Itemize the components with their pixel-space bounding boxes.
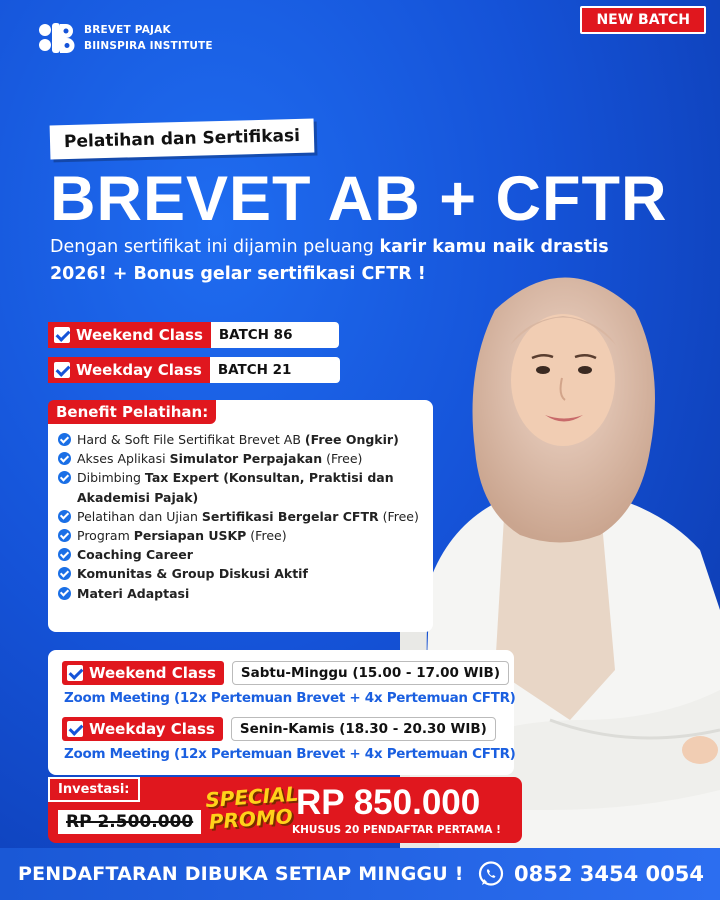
- benefit-text: Hard & Soft File Sertifikat Brevet AB: [77, 432, 305, 447]
- check-icon: [58, 452, 71, 465]
- schedule-time: Sabtu-Minggu (15.00 - 17.00 WIB): [232, 661, 509, 685]
- check-icon: [54, 362, 70, 378]
- brand-name: BREVET PAJAK: [84, 24, 171, 36]
- class-label: Weekday Class: [76, 361, 202, 379]
- new-batch-badge: NEW BATCH: [580, 6, 706, 34]
- benefit-highlight: Sertifikasi Bergelar CFTR: [201, 508, 379, 524]
- schedule-time: Senin-Kamis (18.30 - 20.30 WIB): [231, 717, 496, 741]
- list-item: [58, 526, 430, 545]
- class-batch: BATCH 21: [210, 357, 340, 383]
- brand-logo: [36, 20, 213, 56]
- subtitle-highlight: karir kamu naik drastis 2026!: [50, 237, 609, 284]
- list-item: [58, 545, 430, 564]
- list-item: [58, 584, 430, 603]
- list-item: [58, 430, 430, 449]
- check-icon: [58, 567, 71, 580]
- benefit-text: Pelatihan dan Ujian: [77, 508, 202, 524]
- check-icon: [58, 529, 71, 542]
- benefit-text: Akses Aplikasi: [77, 451, 170, 467]
- benefit-highlight: Coaching Career: [77, 547, 193, 563]
- class-pill-weekend: [48, 322, 339, 348]
- check-icon: [58, 548, 71, 561]
- list-item: [58, 564, 430, 583]
- benefit-suffix: (Free): [322, 451, 363, 467]
- whatsapp-contact[interactable]: [478, 861, 704, 887]
- benefit-highlight: Komunitas & Group Diskusi Aktif: [77, 566, 308, 582]
- check-icon: [58, 587, 71, 600]
- invest-label: Investasi:: [48, 777, 140, 802]
- benefit-highlight: Materi Adaptasi: [77, 585, 190, 601]
- benefit-heading: Benefit Pelatihan:: [48, 400, 216, 424]
- check-icon: [67, 721, 83, 737]
- brand-institute: BIINSPIRA INSTITUTE: [84, 40, 213, 52]
- program-tag: Pelatihan dan Sertifikasi: [50, 119, 315, 160]
- whatsapp-icon: [478, 861, 504, 887]
- list-item: [58, 468, 430, 506]
- schedule-label: Weekend Class: [89, 664, 216, 682]
- class-label: Weekend Class: [76, 326, 203, 344]
- promo-line-1: SPECIAL: [204, 781, 300, 813]
- benefit-text: Dibimbing: [77, 470, 145, 486]
- page-title: BREVET AB + CFTR: [50, 164, 668, 234]
- benefit-highlight: (Free Ongkir): [304, 432, 399, 447]
- benefit-list: [58, 430, 430, 603]
- footer-bar: [0, 848, 720, 900]
- check-icon: [58, 471, 71, 484]
- phone-number: 0852 3454 0054: [514, 862, 704, 886]
- schedule-zoom-weekday: Zoom Meeting (12x Pertemuan Brevet + 4x Pertemuan CFTR): [64, 746, 516, 762]
- special-promo-badge: [204, 781, 300, 834]
- promo-line-2: PROMO: [208, 804, 294, 834]
- brand-logo-icon: [36, 20, 76, 56]
- list-item: [58, 449, 430, 468]
- check-icon: [58, 510, 71, 523]
- schedule-weekday: [62, 717, 496, 741]
- schedule-zoom-weekend: Zoom Meeting (12x Pertemuan Brevet + 4x Pertemuan CFTR): [64, 690, 516, 706]
- price-note: KHUSUS 20 PENDAFTAR PERTAMA !: [292, 824, 501, 836]
- check-icon: [54, 327, 70, 343]
- schedule-label: Weekday Class: [89, 720, 215, 738]
- benefit-text: Program: [77, 528, 134, 544]
- footer-text: PENDAFTARAN DIBUKA SETIAP MINGGU !: [18, 863, 464, 885]
- subtitle-bonus: + Bonus gelar sertifikasi CFTR !: [106, 264, 426, 284]
- old-price: RP 2.500.000: [58, 810, 201, 834]
- check-icon: [67, 665, 83, 681]
- schedule-weekend: [62, 661, 509, 685]
- benefit-suffix: (Free): [246, 528, 287, 544]
- check-icon: [58, 433, 71, 446]
- list-item: [58, 507, 430, 526]
- benefit-highlight: Tax Expert (Konsultan, Praktisi dan Akademisi Pajak): [77, 470, 394, 505]
- benefit-highlight: Simulator Perpajakan: [169, 451, 323, 467]
- class-batch: BATCH 86: [211, 322, 339, 348]
- subtitle-text: Dengan sertifikat ini dijamin peluang: [50, 237, 380, 257]
- class-pill-weekday: [48, 357, 340, 383]
- benefit-suffix: (Free): [378, 508, 419, 524]
- benefit-highlight: Persiapan USKP: [133, 528, 247, 544]
- new-price: RP 850.000: [296, 783, 481, 822]
